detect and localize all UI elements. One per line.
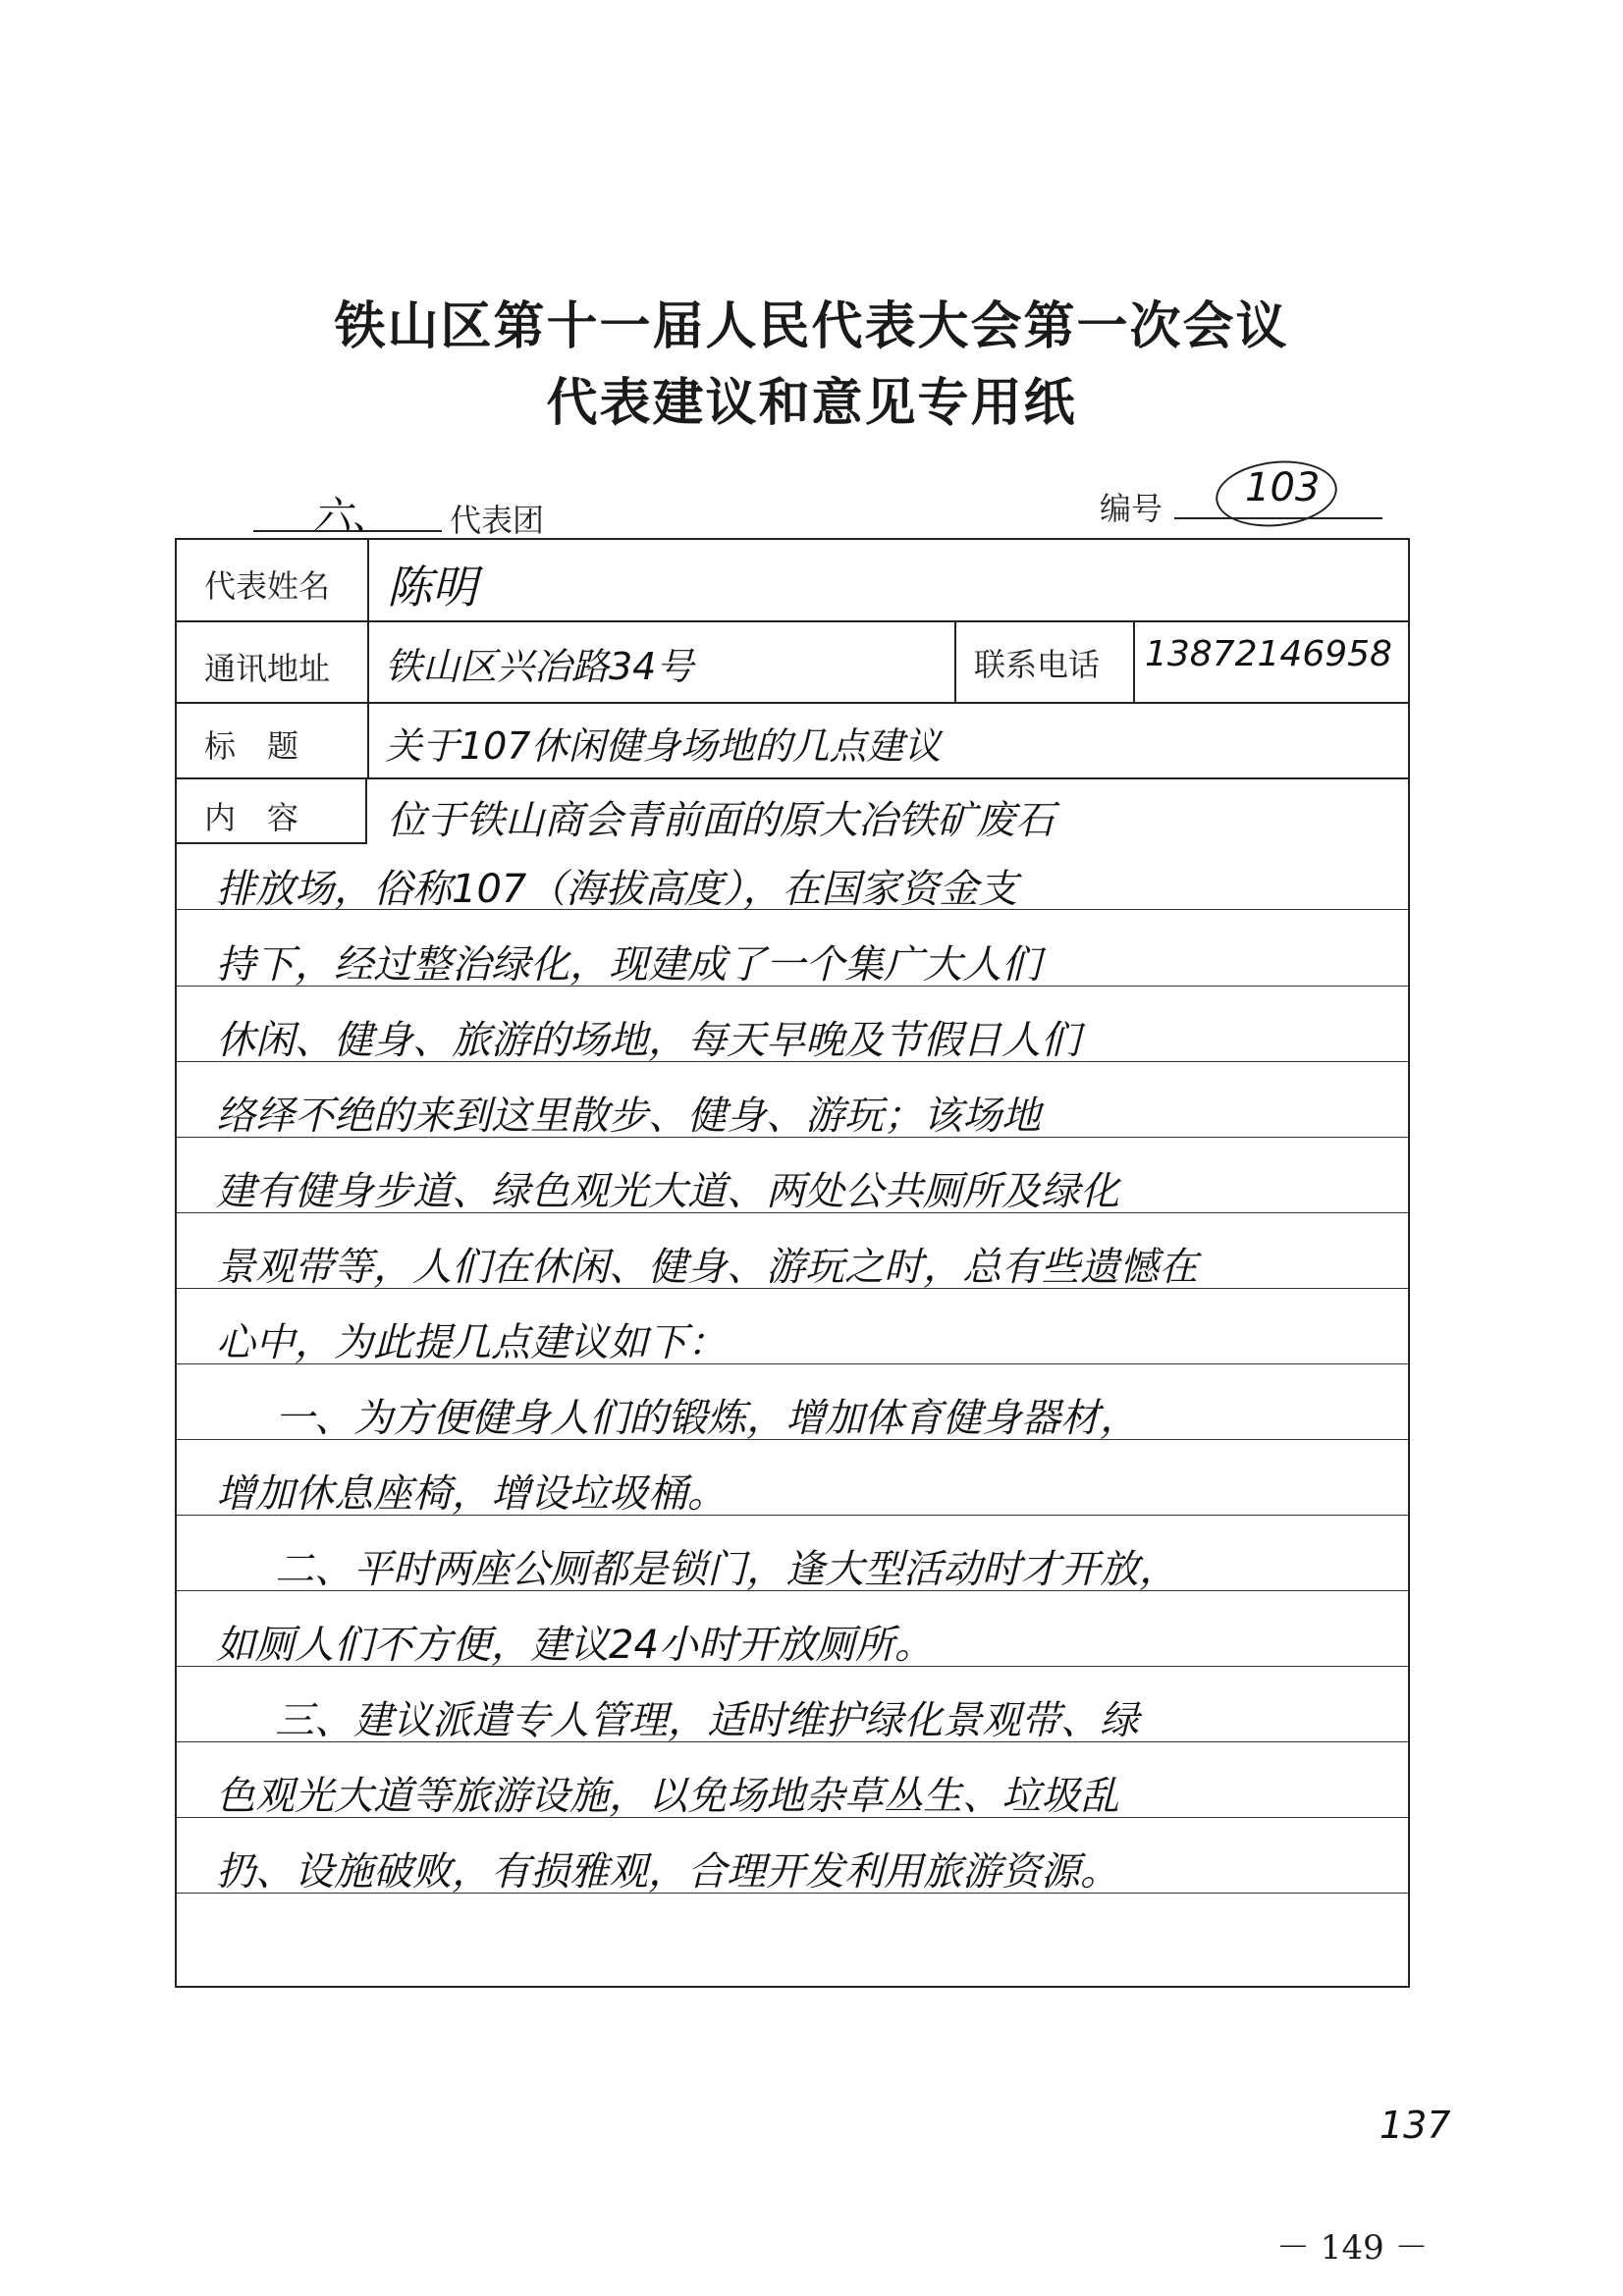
phone-label: 联系电话 — [974, 646, 1101, 683]
content-area — [177, 779, 1408, 1988]
content-line: 三、建议派遣专人管理，适时维护绿化景观带、绿 — [275, 1698, 1139, 1743]
title-label: 标 题 — [204, 727, 299, 765]
row-name — [177, 540, 1408, 622]
content-line: 排放场，俗称107（海拔高度），在国家资金支 — [216, 867, 1018, 912]
number-label: 编号 — [1100, 490, 1163, 527]
content-line: 二、平时两座公厕都是锁门，逢大型活动时才开放， — [275, 1547, 1178, 1592]
content-label: 内 容 — [204, 799, 299, 836]
content-line: 增加休息座椅，增设垃圾桶。 — [216, 1471, 727, 1517]
handwritten-page-number: 137 — [1380, 2104, 1451, 2147]
content-line: 建有健身步道、绿色观光大道、两处公共厕所及绿化 — [216, 1169, 1119, 1214]
number-value: 103 — [1245, 465, 1321, 510]
document-title: 铁山区第十一届人民代表大会第一次会议 — [334, 296, 1289, 356]
phone-value: 13872146958 — [1145, 634, 1392, 674]
row-divider — [367, 622, 369, 702]
page-number: － 149 － — [1276, 2228, 1429, 2268]
name-label: 代表姓名 — [204, 567, 331, 605]
content-line: 心中，为此提几点建议如下： — [216, 1320, 727, 1365]
content-line: 络绎不绝的来到这里散步、健身、游玩；该场地 — [216, 1094, 1041, 1139]
content-line: 休闲、健身、旅游的场地，每天早晚及节假日人们 — [216, 1018, 1080, 1063]
row-title — [177, 704, 1408, 779]
row-divider — [954, 622, 956, 702]
row-divider — [367, 540, 369, 620]
document-subtitle: 代表建议和意见专用纸 — [546, 373, 1077, 433]
content-line: 如厕人们不方便，建议24小时开放厕所。 — [216, 1623, 934, 1668]
address-value: 铁山区兴冶路34号 — [385, 645, 694, 688]
content-line: 持下，经过整治绿化，现建成了一个集广大人们 — [216, 942, 1041, 988]
row-address — [177, 622, 1408, 704]
content-line: 色观光大道等旅游设施，以免场地杂草丛生、垃圾乱 — [216, 1774, 1119, 1819]
content-line: 扔、设施破败，有损雅观，合理开发利用旅游资源。 — [216, 1849, 1119, 1895]
address-label: 通讯地址 — [204, 650, 331, 687]
row-divider — [367, 704, 369, 777]
content-label-cell — [177, 779, 367, 844]
name-value: 陈明 — [387, 561, 477, 614]
delegation-handwritten: 六、 — [312, 494, 391, 539]
title-value: 关于107休闲健身场地的几点建议 — [385, 724, 942, 768]
content-line: 景观带等，人们在休闲、健身、游玩之时，总有些遗憾在 — [216, 1245, 1198, 1290]
row-divider — [1133, 622, 1135, 702]
content-line: 位于铁山商会青前面的原大冶铁矿废石 — [387, 798, 1055, 843]
delegation-label: 代表团 — [450, 502, 545, 539]
content-line: 一、为方便健身人们的锻炼，增加体育健身器材， — [275, 1396, 1139, 1441]
suggestion-form — [175, 538, 1410, 1988]
